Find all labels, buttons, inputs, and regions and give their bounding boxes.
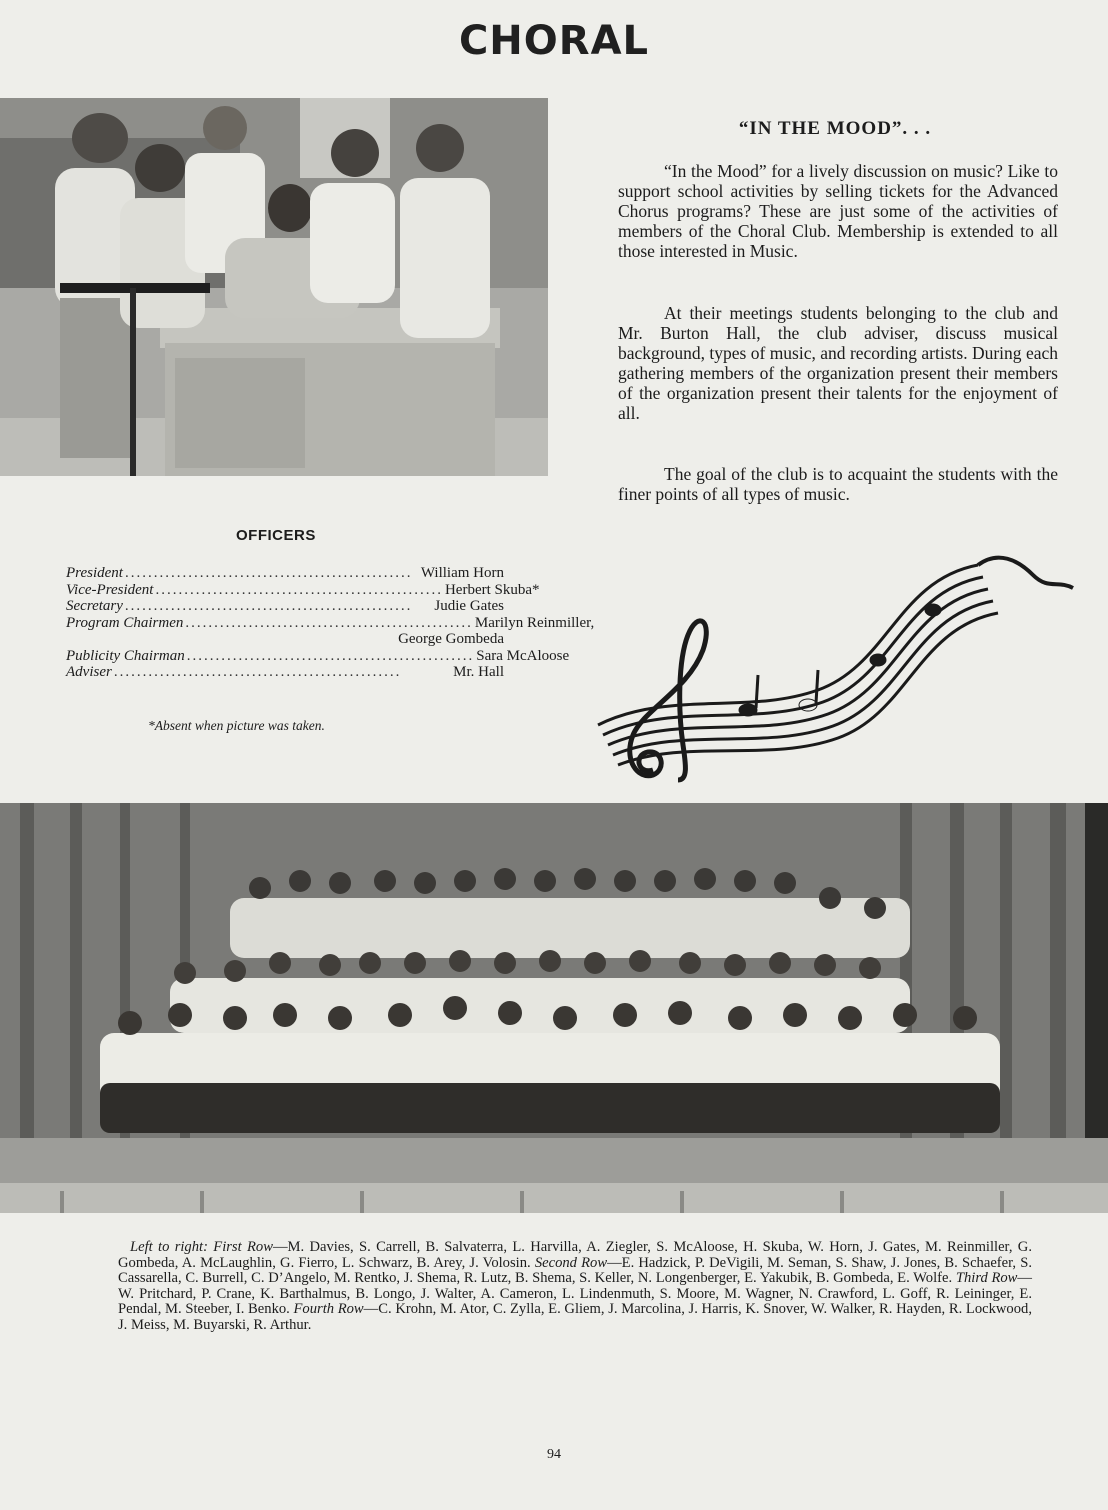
officer-row — [66, 614, 595, 632]
dot-leader: .................................................. — [155, 581, 443, 598]
dot-leader: .................................................. — [113, 664, 402, 680]
caption-first-row: —M. Davies, S. Carrell, B. Salvaterra, L. Harvilla, A. Ziegler, S. McAloose, H. Skuba, W. Horn, J. Gates, M. Reinmiller, G. Gombeda, A. McLaughlin, G. Fierro, L. Schwarz, B. Arey, J. Volosin. — [118, 1239, 1032, 1271]
caption-row-label: Fourth Row — [293, 1301, 364, 1317]
officer-row — [66, 664, 504, 681]
caption-row-label: Second Row — [534, 1254, 608, 1271]
article-paragraph-1: “In the Mood” for a lively discussion on music? Like to support school activities by selling tickets for the Advanced Chorus programs? These are just some of the activities of members of the Choral Club. Membership is extended to all those interested in Music. — [618, 161, 1058, 261]
officers-footnote: *Absent when picture was taken. — [148, 718, 325, 733]
officer-name: Marilyn Reinmiller, — [474, 614, 595, 631]
caption-lead: Left to right: — [130, 1239, 208, 1255]
page-title: CHORAL — [458, 18, 650, 64]
article-paragraph-3: The goal of the club is to acquaint the students with the finer points of all types of music. — [618, 464, 1058, 504]
caption-fourth-row: —C. Krohn, M. Ator, C. Zylla, E. Gliem, J. Marcolina, J. Harris, K. Snover, W. Walker, R. Hayden, R. Lockwood, J. Meiss, M. Buyarski, R. Arthur. — [118, 1301, 1032, 1333]
officer-row — [66, 598, 504, 615]
officer-name: Sara McAloose — [476, 647, 570, 664]
dot-leader: .................................................. — [124, 598, 413, 614]
caption-row-label: Third Row — [955, 1270, 1018, 1286]
dot-leader: .................................................. — [124, 565, 413, 581]
officer-name: Mr. Hall — [453, 664, 504, 680]
music-staff-illustration — [578, 540, 1078, 780]
dot-leader: .................................................. — [185, 614, 473, 631]
officer-role: Program Chairmen — [66, 614, 184, 631]
officers-photo — [0, 98, 548, 476]
group-photo-caption — [118, 1240, 1032, 1333]
caption-third-row: —W. Pritchard, P. Crane, K. Barthalmus, B. Longo, J. Walter, A. Cameron, L. Lindenmuth, S. Moore, M. Wagner, N. Crawford, L. Goff, R. Leininger, E. Pendal, M. Steeber, I. Benko. — [118, 1270, 1033, 1317]
caption-row-label: First Row — [213, 1239, 273, 1255]
officer-row — [66, 565, 504, 582]
article-paragraph-2: At their meetings students belonging to the club and Mr. Burton Hall, the club adviser, discuss musical background, types of music, and recording artists. During each gathering members of the organization present their members of the organization present their talents for the enjoyment of all. — [618, 303, 1058, 423]
officer-role: Vice-President — [66, 581, 154, 598]
officer-role: Publicity Chairman — [66, 647, 185, 664]
officer-role: President — [66, 565, 123, 581]
officers-title: OFFICERS — [236, 527, 316, 544]
caption-second-row: —E. Hadzick, P. DeVigili, M. Seman, S. Shaw, J. Jones, B. Schaefer, S. Cassarella, C. Burrell, C. D’Angelo, M. Rentko, J. Shema, R. Lutz, B. Shema, S. Keller, N. Longenberger, E. Yakubik, B. Gombeda, E. Wolfe. — [118, 1254, 1032, 1286]
officers-list — [66, 565, 595, 681]
officer-row — [66, 647, 570, 665]
officer-role: Secretary — [66, 598, 123, 614]
dot-leader: .................................................. — [186, 647, 475, 664]
page-number: 94 — [547, 1447, 561, 1462]
article-heading: “IN THE MOOD”. . . — [738, 118, 932, 139]
officer-name: William Horn — [420, 565, 504, 581]
officer-name-continued: George Gombeda — [398, 631, 504, 647]
officer-name: Judie Gates — [434, 598, 504, 614]
officer-row — [66, 581, 540, 599]
group-photo — [0, 803, 1108, 1213]
officer-name: Herbert Skuba* — [444, 581, 540, 598]
officer-role: Adviser — [66, 664, 112, 680]
